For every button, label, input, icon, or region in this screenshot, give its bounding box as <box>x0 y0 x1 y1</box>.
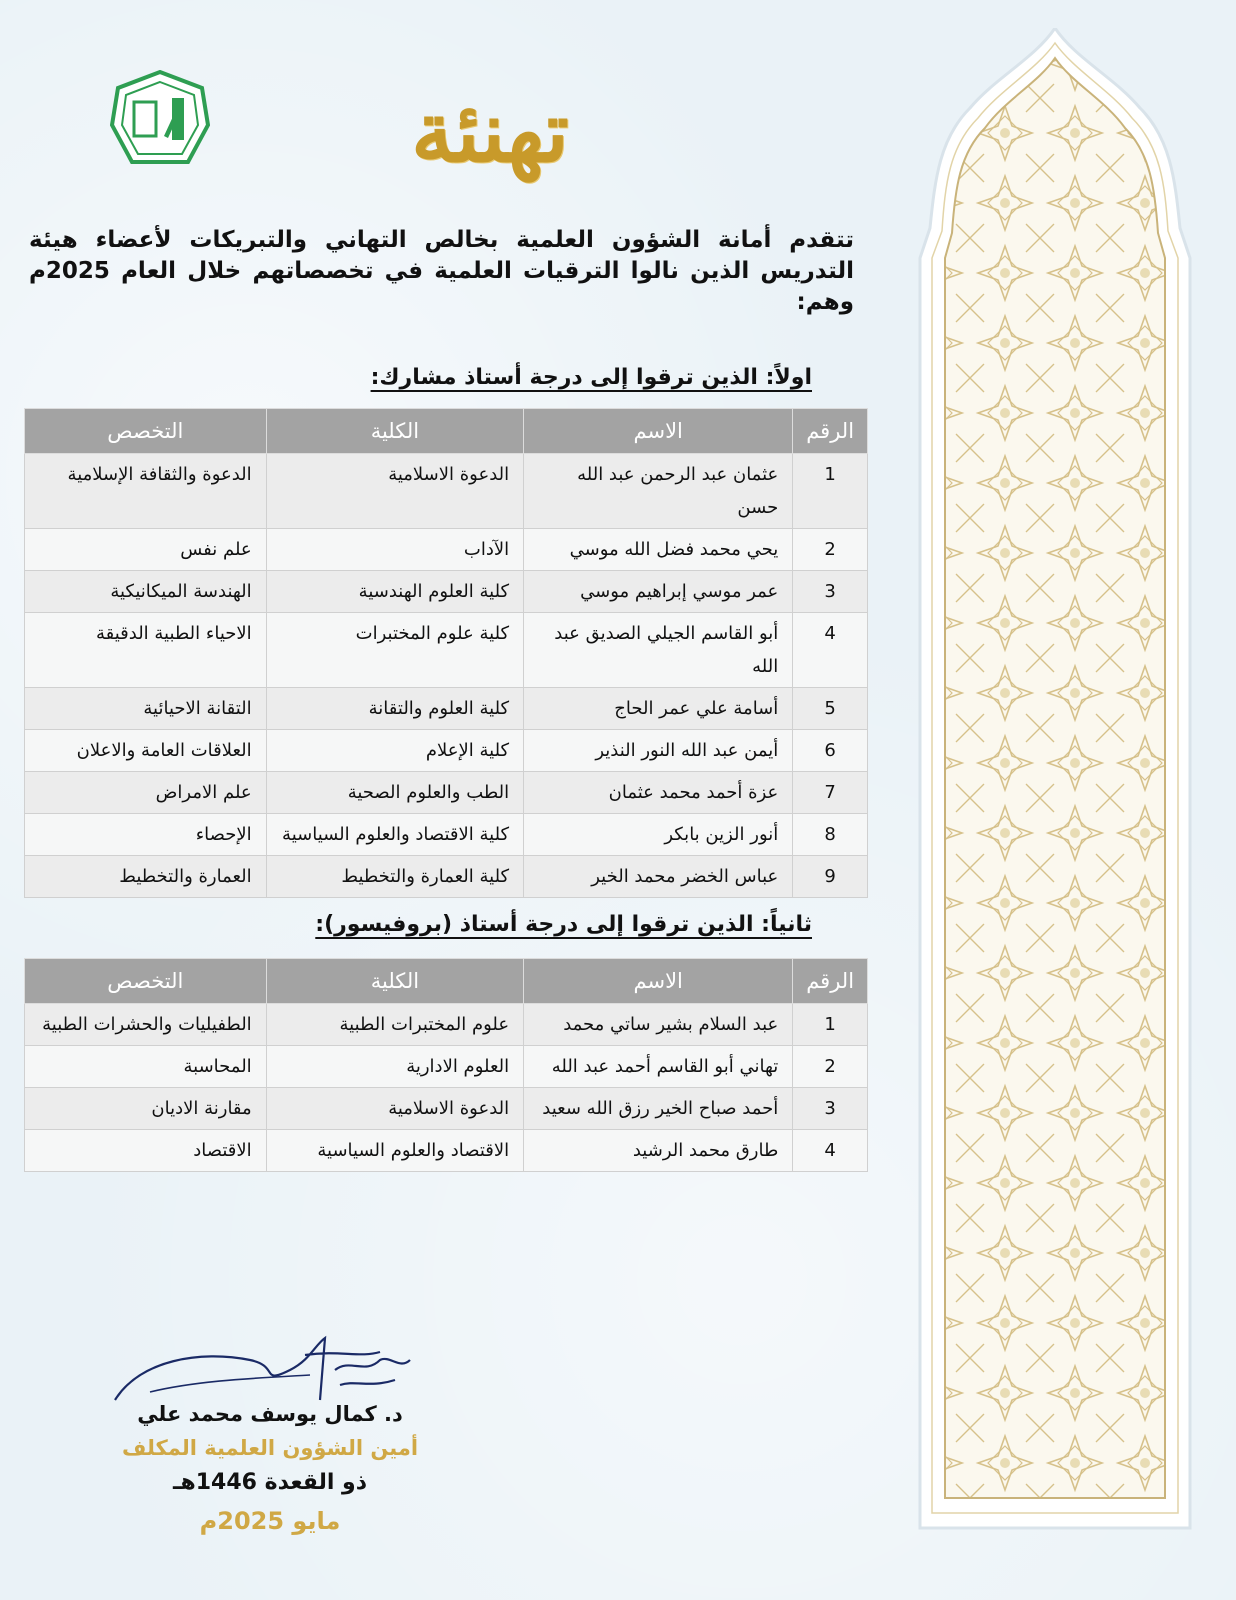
header-num: الرقم <box>793 409 868 454</box>
row-name: عثمان عبد الرحمن عبد الله حسن <box>524 454 793 529</box>
row-name: طارق محمد الرشيد <box>524 1130 793 1172</box>
row-name: يحي محمد فضل الله موسي <box>524 529 793 571</box>
intro-paragraph: تتقدم أمانة الشؤون العلمية بخالص التهاني والتبريكات لأعضاء هيئة التدريس الذين نالوا الترقيات العلمية في تخصصاتهم خلال العام 2025م وهم: <box>29 227 854 315</box>
row-num: 9 <box>793 856 868 898</box>
row-name: عباس الخضر محمد الخير <box>524 856 793 898</box>
row-name: عبد السلام بشير ساتي محمد <box>524 1004 793 1046</box>
table-row <box>25 730 868 772</box>
row-college: علوم المختبرات الطبية <box>266 1004 523 1046</box>
row-name: تهاني أبو القاسم أحمد عبد الله <box>524 1046 793 1088</box>
header-num: الرقم <box>793 959 868 1004</box>
hijri-date: ذو القعدة 1446هـ <box>172 1470 368 1495</box>
row-specialty: الاحياء الطبية الدقيقة <box>25 613 267 688</box>
row-num: 3 <box>793 1088 868 1130</box>
professors-table <box>24 958 868 1172</box>
row-specialty: العلاقات العامة والاعلان <box>25 730 267 772</box>
row-num: 8 <box>793 814 868 856</box>
title-text: تهنئة <box>411 82 569 181</box>
row-college: كلية علوم المختبرات <box>266 613 523 688</box>
row-college: كلية العلوم الهندسية <box>266 571 523 613</box>
row-college: الدعوة الاسلامية <box>266 454 523 529</box>
section1-title: اولاً: الذين ترقوا إلى درجة أستاذ مشارك: <box>370 365 812 390</box>
row-college: الآداب <box>266 529 523 571</box>
table-row <box>25 1130 868 1172</box>
row-college: الدعوة الاسلامية <box>266 1088 523 1130</box>
row-specialty: الطفيليات والحشرات الطبية <box>25 1004 267 1046</box>
row-num: 5 <box>793 688 868 730</box>
row-college: العلوم الادارية <box>266 1046 523 1088</box>
row-name: أيمن عبد الله النور النذير <box>524 730 793 772</box>
row-name: عزة أحمد محمد عثمان <box>524 772 793 814</box>
row-num: 3 <box>793 571 868 613</box>
row-name: أنور الزين بابكر <box>524 814 793 856</box>
row-college: كلية الإعلام <box>266 730 523 772</box>
header-name: الاسم <box>524 959 793 1004</box>
table-row <box>25 856 868 898</box>
row-college: كلية العلوم والتقانة <box>266 688 523 730</box>
signatory-title: أمين الشؤون العلمية المكلف <box>121 1436 419 1460</box>
header-specialty: التخصص <box>25 959 267 1004</box>
table-row <box>25 814 868 856</box>
table-row <box>25 613 868 688</box>
header-college: الكلية <box>266 959 523 1004</box>
page-title <box>360 72 620 212</box>
row-num: 7 <box>793 772 868 814</box>
row-specialty: الهندسة الميكانيكية <box>25 571 267 613</box>
decorative-arch-panel <box>900 28 1210 1578</box>
table-row <box>25 1088 868 1130</box>
handwritten-signature <box>110 1330 430 1410</box>
row-name: أسامة علي عمر الحاج <box>524 688 793 730</box>
row-specialty: مقارنة الاديان <box>25 1088 267 1130</box>
row-num: 4 <box>793 613 868 688</box>
header-specialty: التخصص <box>25 409 267 454</box>
table-row <box>25 571 868 613</box>
row-num: 1 <box>793 1004 868 1046</box>
table-row <box>25 454 868 529</box>
row-college: كلية الاقتصاد والعلوم السياسية <box>266 814 523 856</box>
signatory-name: د. كمال يوسف محمد علي <box>137 1402 403 1426</box>
table-row <box>25 529 868 571</box>
header-name: الاسم <box>524 409 793 454</box>
row-specialty: الإحصاء <box>25 814 267 856</box>
table-row <box>25 772 868 814</box>
table-header-row <box>25 409 868 454</box>
table-header-row <box>25 959 868 1004</box>
row-specialty: الاقتصاد <box>25 1130 267 1172</box>
row-num: 6 <box>793 730 868 772</box>
row-specialty: التقانة الاحيائية <box>25 688 267 730</box>
university-logo-icon <box>110 70 210 170</box>
row-name: عمر موسي إبراهيم موسي <box>524 571 793 613</box>
row-num: 2 <box>793 1046 868 1088</box>
row-num: 1 <box>793 454 868 529</box>
row-num: 4 <box>793 1130 868 1172</box>
row-college: الاقتصاد والعلوم السياسية <box>266 1130 523 1172</box>
row-specialty: العمارة والتخطيط <box>25 856 267 898</box>
row-specialty: الدعوة والثقافة الإسلامية <box>25 454 267 529</box>
table-row <box>25 1046 868 1088</box>
gregorian-date: مايو 2025م <box>199 1507 341 1535</box>
row-college: كلية العمارة والتخطيط <box>266 856 523 898</box>
row-num: 2 <box>793 529 868 571</box>
section2-title: ثانياً: الذين ترقوا إلى درجة أستاذ (بروفيسور): <box>315 912 812 937</box>
row-name: أحمد صباح الخير رزق الله سعيد <box>524 1088 793 1130</box>
row-specialty: علم نفس <box>25 529 267 571</box>
header-college: الكلية <box>266 409 523 454</box>
row-college: الطب والعلوم الصحية <box>266 772 523 814</box>
table-row <box>25 1004 868 1046</box>
associate-professors-table <box>24 408 868 898</box>
row-specialty: علم الامراض <box>25 772 267 814</box>
row-specialty: المحاسبة <box>25 1046 267 1088</box>
table-row <box>25 688 868 730</box>
row-name: أبو القاسم الجيلي الصديق عبد الله <box>524 613 793 688</box>
